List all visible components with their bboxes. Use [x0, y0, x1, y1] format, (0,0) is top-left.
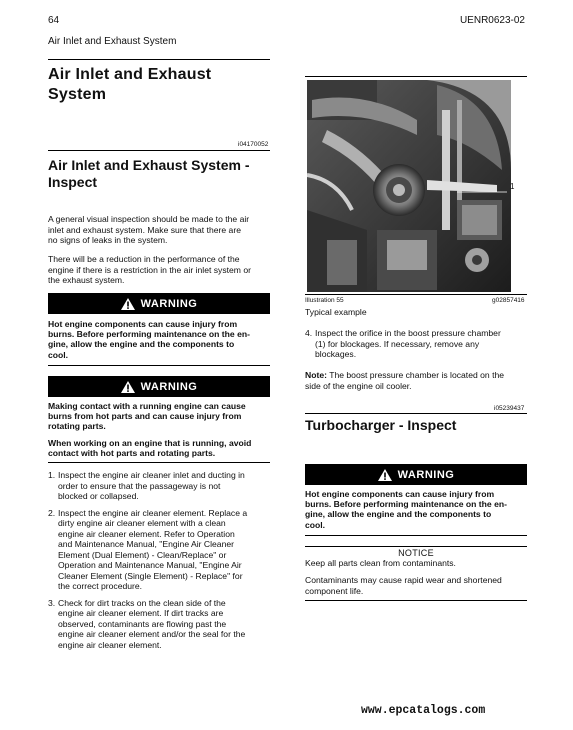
- page-number: 64: [48, 15, 60, 26]
- list-item: 2. Inspect the engine air cleaner element. Replace a dirty engine air cleaner element with a clean engine air cleaner element. Refer to Operation and Maintenance Manual, "Engine Air Cleaner Element (Dual Element) - Clean/Replace" or Operation and Maintenance Manual, "Engine Air Cleaner Element (Single Element) - Replace" for the correct procedure.: [48, 507, 248, 591]
- warning-text-secondary: When working on an engine that is running, avoid contact with hot parts and rotating parts.: [48, 438, 252, 459]
- list-item: 3. Check for dirt tracks on the clean side of the engine air cleaner element. If dirt tracks are observed, contaminants are flowing past the engine air cleaner element and/or the seal for the engine air cleaner element.: [48, 597, 246, 650]
- warning-text: Hot engine components can cause injury from burns. Before performing maintenance on the en- gine, allow the engine and the components to cool.: [305, 489, 507, 530]
- notice-text-secondary: Contaminants may cause rapid wear and shortened component life.: [305, 575, 502, 596]
- left-subtitle-rule: [48, 150, 270, 151]
- warning-triangle-icon: [378, 469, 392, 481]
- notice-text: Keep all parts clean from contaminants.: [305, 558, 456, 568]
- engine-illustration: [307, 80, 511, 292]
- warning-end-rule: [48, 462, 270, 463]
- illustration-id: g02857416: [492, 297, 525, 304]
- step-list: [48, 470, 273, 650]
- section-title: Air Inlet and Exhaust System: [48, 66, 212, 103]
- warning-triangle-icon: [121, 298, 135, 310]
- warning-banner: WARNING: [48, 293, 270, 314]
- step-4: [305, 328, 530, 360]
- warning-end-rule: [305, 535, 527, 536]
- warning-banner: WARNING: [48, 376, 270, 397]
- warning-triangle-icon: [121, 381, 135, 393]
- note-paragraph: Note: The boost pressure chamber is located on the side of the engine oil cooler.: [305, 370, 505, 391]
- list-item: 4. Inspect the orifice in the boost pressure chamber (1) for blockages. If necessary, remove any blockages.: [305, 328, 501, 359]
- engine-photo-graphic: [307, 80, 511, 292]
- subsection-title: Turbocharger - Inspect: [305, 417, 457, 433]
- running-section-title: Air Inlet and Exhaust System: [48, 36, 177, 47]
- warning-text: Hot engine components can cause injury from burns. Before performing maintenance on the en- gine, allow the engine and the components to cool.: [48, 319, 250, 360]
- intro-paragraph: A general visual inspection should be made to the air inlet and exhaust system. Make sure that there are no signs of leaks in the system.: [48, 214, 250, 245]
- notice-title: NOTICE: [398, 548, 434, 558]
- right-subtitle-rule: [305, 413, 527, 414]
- subsection-title: Air Inlet and Exhaust System - Inspect: [48, 157, 250, 190]
- list-item: 1. Inspect the engine air cleaner inlet and ducting in order to ensure that the passageway is not blocked or collapsed.: [48, 470, 245, 501]
- callout-number: 1: [510, 182, 515, 191]
- illustration-top-rule: [305, 76, 527, 77]
- notice-top-rule: [305, 546, 527, 547]
- illustration-bottom-rule: [305, 294, 527, 295]
- performance-paragraph: There will be a reduction in the performance of the engine if there is a restriction in the air inlet system or the exhaust system.: [48, 254, 251, 285]
- warning-banner: WARNING: [305, 464, 527, 485]
- watermark: www.epcatalogs.com: [361, 704, 486, 717]
- warning-end-rule: [48, 365, 270, 366]
- reference-id: i04170052: [238, 141, 269, 148]
- reference-id: i05239437: [494, 405, 525, 412]
- illustration-label: Illustration 55: [305, 297, 344, 304]
- warning-text: Making contact with a running engine can cause burns from hot parts and can cause injury from rotating parts.: [48, 401, 246, 432]
- illustration-caption: Typical example: [305, 307, 367, 317]
- notice-bottom-rule: [305, 600, 527, 601]
- left-title-rule: [48, 59, 270, 60]
- document-code: UENR0623-02: [459, 15, 525, 26]
